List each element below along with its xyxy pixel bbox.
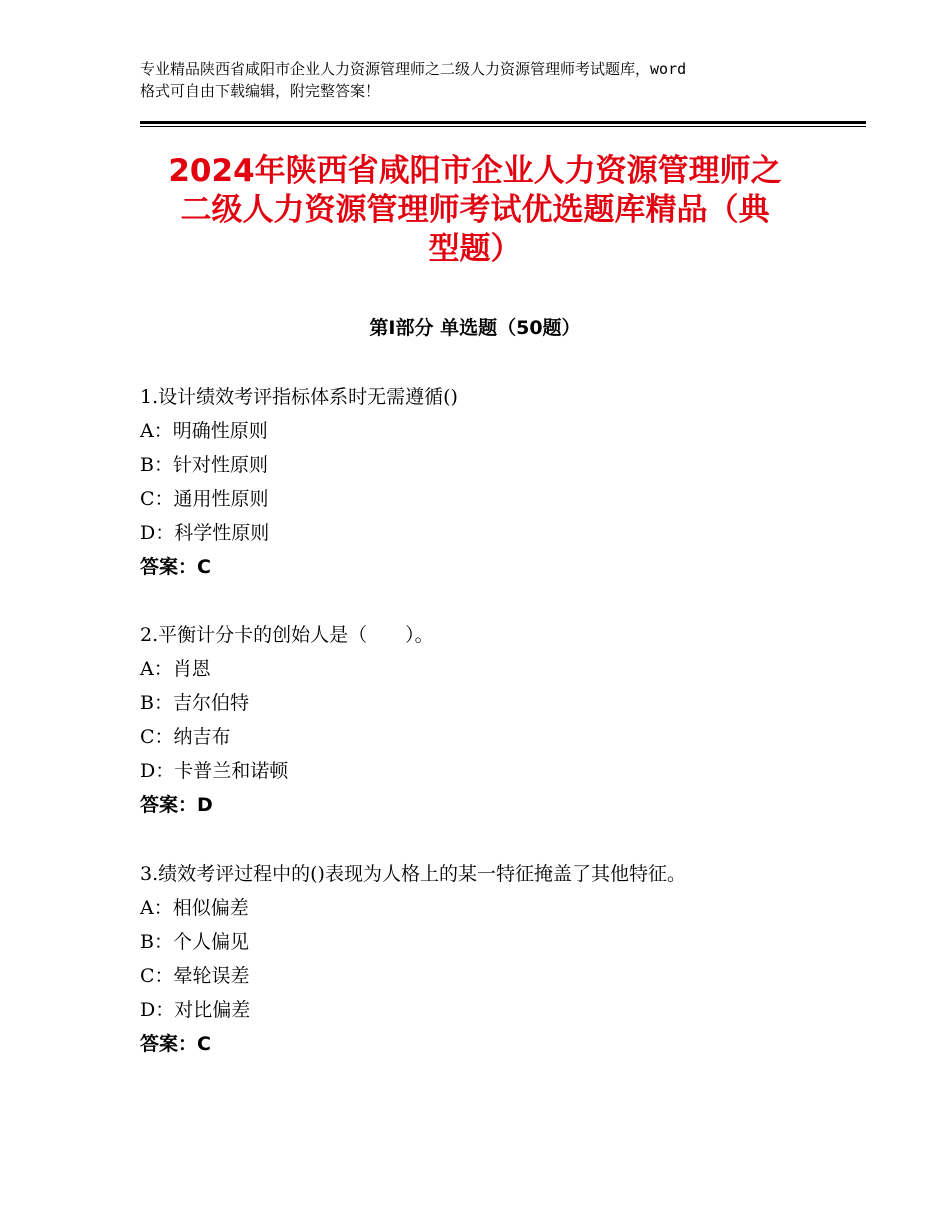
answer-line: 答案：C	[140, 1033, 211, 1055]
option-b: B：吉尔伯特	[140, 692, 249, 714]
title-line-2: 二级人力资源管理师考试优选题库精品（典	[180, 192, 770, 228]
option-b: B：个人偏见	[140, 931, 249, 953]
header-divider	[140, 121, 866, 127]
option-c: C：纳吉布	[140, 726, 231, 748]
header-divider-thin	[140, 126, 866, 127]
question-block-3	[140, 857, 860, 1061]
option-c: C：晕轮误差	[140, 965, 250, 987]
option-c: C：通用性原则	[140, 488, 269, 510]
document-header-note	[140, 58, 830, 102]
question-stem: 3.绩效考评过程中的()表现为人格上的某一特征掩盖了其他特征。	[140, 863, 686, 885]
option-a: A：肖恩	[140, 658, 211, 680]
option-d: D：对比偏差	[140, 999, 251, 1021]
option-d: D：卡普兰和诺顿	[140, 760, 289, 782]
document-title	[100, 152, 850, 269]
question-block-2	[140, 618, 860, 822]
option-a: A：明确性原则	[140, 420, 268, 442]
answer-line: 答案：D	[140, 794, 213, 816]
question-stem: 1.设计绩效考评指标体系时无需遵循()	[140, 386, 458, 408]
option-b: B：针对性原则	[140, 454, 268, 476]
option-d: D：科学性原则	[140, 522, 270, 544]
answer-line: 答案：C	[140, 556, 211, 578]
header-note-line-2: 格式可自由下载编辑，附完整答案！	[140, 82, 381, 100]
header-divider-thick	[140, 121, 866, 124]
title-line-1: 2024年陕西省咸阳市企业人力资源管理师之	[168, 153, 782, 189]
title-line-3: 型题）	[428, 231, 522, 267]
section-heading: 第Ⅰ部分 单选题（50题）	[369, 317, 581, 339]
question-block-1	[140, 380, 860, 584]
option-a: A：相似偏差	[140, 897, 249, 919]
header-note-line-1: 专业精品陕西省咸阳市企业人力资源管理师之二级人力资源管理师考试题库，word	[140, 60, 687, 78]
question-stem: 2.平衡计分卡的创始人是（ ）。	[140, 624, 434, 646]
